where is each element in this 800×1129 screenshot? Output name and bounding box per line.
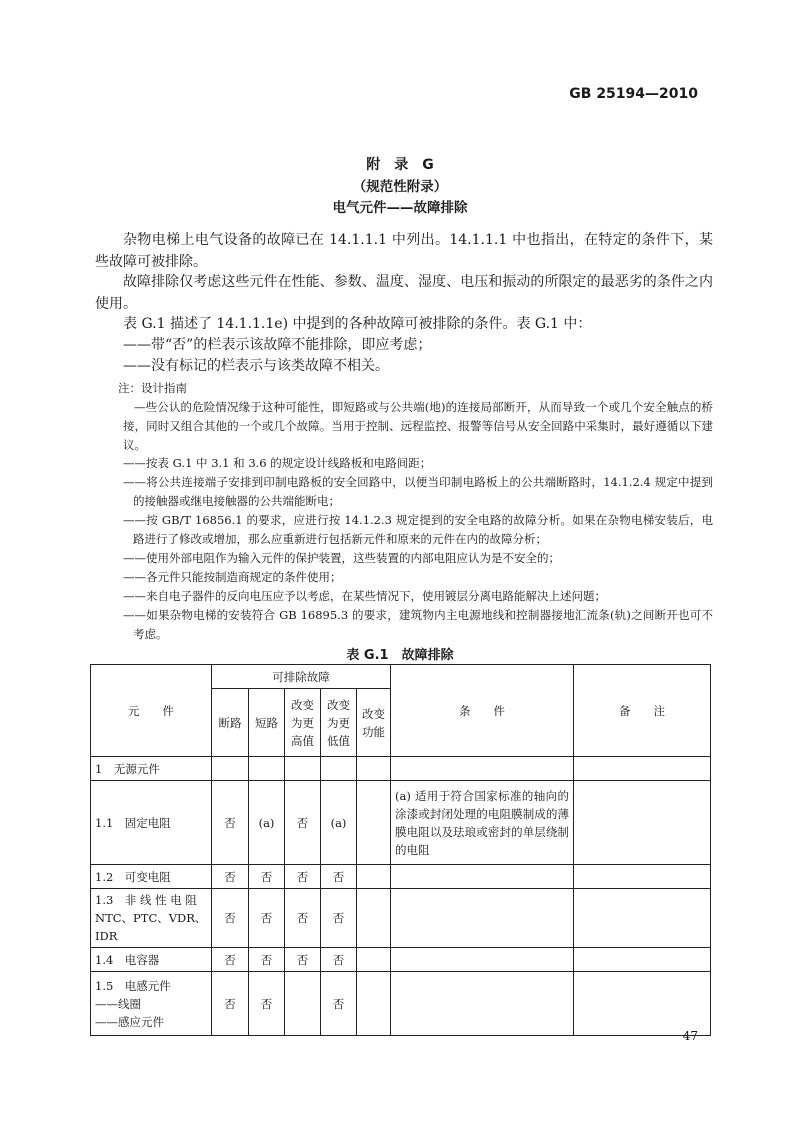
note-item: ——使用外部电阻作为输入元件的保护装置，这些装置的内部电阻应认为是不安全的； bbox=[123, 551, 560, 565]
table-row bbox=[91, 889, 711, 948]
cell-function bbox=[357, 889, 391, 948]
cell-component: 1 无源元件 bbox=[91, 757, 212, 781]
cell-lower: 否 bbox=[321, 948, 357, 972]
appendix-name: 电气元件——故障排除 bbox=[332, 200, 468, 216]
cell-open bbox=[212, 757, 249, 781]
cell-remark bbox=[574, 889, 711, 948]
cell-short: 否 bbox=[249, 972, 285, 1036]
header-higher-value: 改变为更高值 bbox=[285, 689, 321, 757]
cell-open: 否 bbox=[212, 972, 249, 1036]
header-open-circuit: 断路 bbox=[212, 689, 249, 757]
cell-lower: (a) bbox=[321, 781, 357, 865]
cell-higher: 否 bbox=[285, 781, 321, 865]
cell-remark bbox=[574, 781, 711, 865]
cell-higher: 否 bbox=[285, 889, 321, 948]
cell-higher: 否 bbox=[285, 948, 321, 972]
table-row bbox=[91, 948, 711, 972]
cell-lower: 否 bbox=[321, 889, 357, 948]
cell-higher bbox=[285, 757, 321, 781]
header-component: 元 件 bbox=[91, 665, 212, 757]
cell-short: (a) bbox=[249, 781, 285, 865]
header-remark: 备 注 bbox=[574, 665, 711, 757]
cell-short: 否 bbox=[249, 865, 285, 889]
table-row bbox=[91, 757, 711, 781]
cell-condition bbox=[391, 865, 574, 889]
cell-component: 1.4 电容器 bbox=[91, 948, 212, 972]
note-item: ——将公共连接端子安排到印制电路板的安全回路中，以便当印制电路板上的公共端断路时，14.1.2.4 规定中提到的接触器或继电接触器的公共端能断电； bbox=[123, 475, 713, 508]
note-label: 注：设计指南 bbox=[118, 381, 187, 395]
cell-component: 1.3 非 线 性 电 阻 NTC、PTC、VDR、IDR bbox=[91, 889, 212, 948]
cell-function bbox=[357, 781, 391, 865]
cell-component: 1.1 固定电阻 bbox=[91, 781, 212, 865]
standard-code: GB 25194—2010 bbox=[569, 86, 698, 102]
cell-short: 否 bbox=[249, 889, 285, 948]
cell-higher: 否 bbox=[285, 865, 321, 889]
appendix-subtitle: （规范性附录） bbox=[352, 179, 448, 195]
cell-function bbox=[357, 865, 391, 889]
cell-component: 1.5 电感元件 ——线圈 ——感应元件 bbox=[91, 972, 212, 1036]
cell-condition: (a) 适用于符合国家标准的轴向的涂漆或封闭处理的电阻膜制成的薄膜电阻以及珐琅或密封的单层绕制的电阻 bbox=[391, 781, 574, 865]
header-short-circuit: 短路 bbox=[249, 689, 285, 757]
cell-condition bbox=[391, 889, 574, 948]
header-condition: 条 件 bbox=[391, 665, 574, 757]
appendix-title: 附 录 G bbox=[366, 157, 434, 173]
cell-condition bbox=[391, 948, 574, 972]
cell-open: 否 bbox=[212, 889, 249, 948]
table-row bbox=[91, 865, 711, 889]
header-function-change: 改变功能 bbox=[357, 689, 391, 757]
cell-function bbox=[357, 972, 391, 1036]
paragraph-4: ——带“否”的栏表示该故障不能排除，即应考虑； bbox=[123, 337, 432, 353]
cell-higher bbox=[285, 972, 321, 1036]
note-item: ——按 GB/T 16856.1 的要求，应进行按 14.1.2.3 规定提到的安全电路的故障分析。如果在杂物电梯安装后，电路进行了修改或增加，那么应重新进行包括新元件和原来的元件在内的故障分析； bbox=[123, 513, 713, 546]
cell-condition bbox=[391, 757, 574, 781]
note-intro: —些公认的危险情况缘于这种可能性，即短路或与公共端(地)的连接局部断开，从而导致一个或几个安全触点的桥接，同时又组合其他的一个或几个故障。当用于控制、远程监控、报警等信号从安全回路中采集时，最好遵循以下建议。 bbox=[123, 400, 713, 452]
cell-condition bbox=[391, 972, 574, 1036]
cell-remark bbox=[574, 757, 711, 781]
cell-function bbox=[357, 948, 391, 972]
cell-open: 否 bbox=[212, 865, 249, 889]
paragraph-1: 杂物电梯上电气设备的故障已在 14.1.1.1 中列出。14.1.1.1 中也指出，在特定的条件下，某些故障可被排除。 bbox=[95, 232, 713, 270]
cell-open: 否 bbox=[212, 948, 249, 972]
table-title: 表 G.1 故障排除 bbox=[346, 648, 454, 663]
cell-lower: 否 bbox=[321, 972, 357, 1036]
cell-short: 否 bbox=[249, 948, 285, 972]
note-item: ——来自电子器件的反向电压应予以考虑，在某些情况下，使用镀层分离电路能解决上述问题； bbox=[123, 589, 606, 603]
cell-component: 1.2 可变电阻 bbox=[91, 865, 212, 889]
header-excludable-faults: 可排除故障 bbox=[212, 665, 391, 689]
table-row bbox=[91, 972, 711, 1036]
cell-lower bbox=[321, 757, 357, 781]
paragraph-2: 故障排除仅考虑这些元件在性能、参数、温度、湿度、电压和振动的所限定的最恶劣的条件之内使用。 bbox=[95, 274, 713, 312]
paragraph-3: 表 G.1 描述了 14.1.1.1e) 中提到的各种故障可被排除的条件。表 G.1 中： bbox=[123, 316, 592, 332]
note-item: ——按表 G.1 中 3.1 和 3.6 的规定设计线路板和电路间距； bbox=[123, 456, 432, 470]
cell-short bbox=[249, 757, 285, 781]
fault-exclusion-table bbox=[90, 664, 711, 1036]
cell-remark bbox=[574, 865, 711, 889]
cell-lower: 否 bbox=[321, 865, 357, 889]
page-number: 47 bbox=[682, 1029, 698, 1043]
paragraph-5: ——没有标记的栏表示与该类故障不相关。 bbox=[123, 358, 389, 374]
cell-remark bbox=[574, 972, 711, 1036]
header-lower-value: 改变为更低值 bbox=[321, 689, 357, 757]
note-item: ——各元件只能按制造商规定的条件使用； bbox=[123, 570, 342, 584]
cell-remark bbox=[574, 948, 711, 972]
note-item: ——如果杂物电梯的安装符合 GB 16895.3 的要求，建筑物内主电源地线和控制器接地汇流条(轨)之间断开也可不考虑。 bbox=[123, 608, 713, 641]
cell-function bbox=[357, 757, 391, 781]
cell-open: 否 bbox=[212, 781, 249, 865]
table-row bbox=[91, 781, 711, 865]
